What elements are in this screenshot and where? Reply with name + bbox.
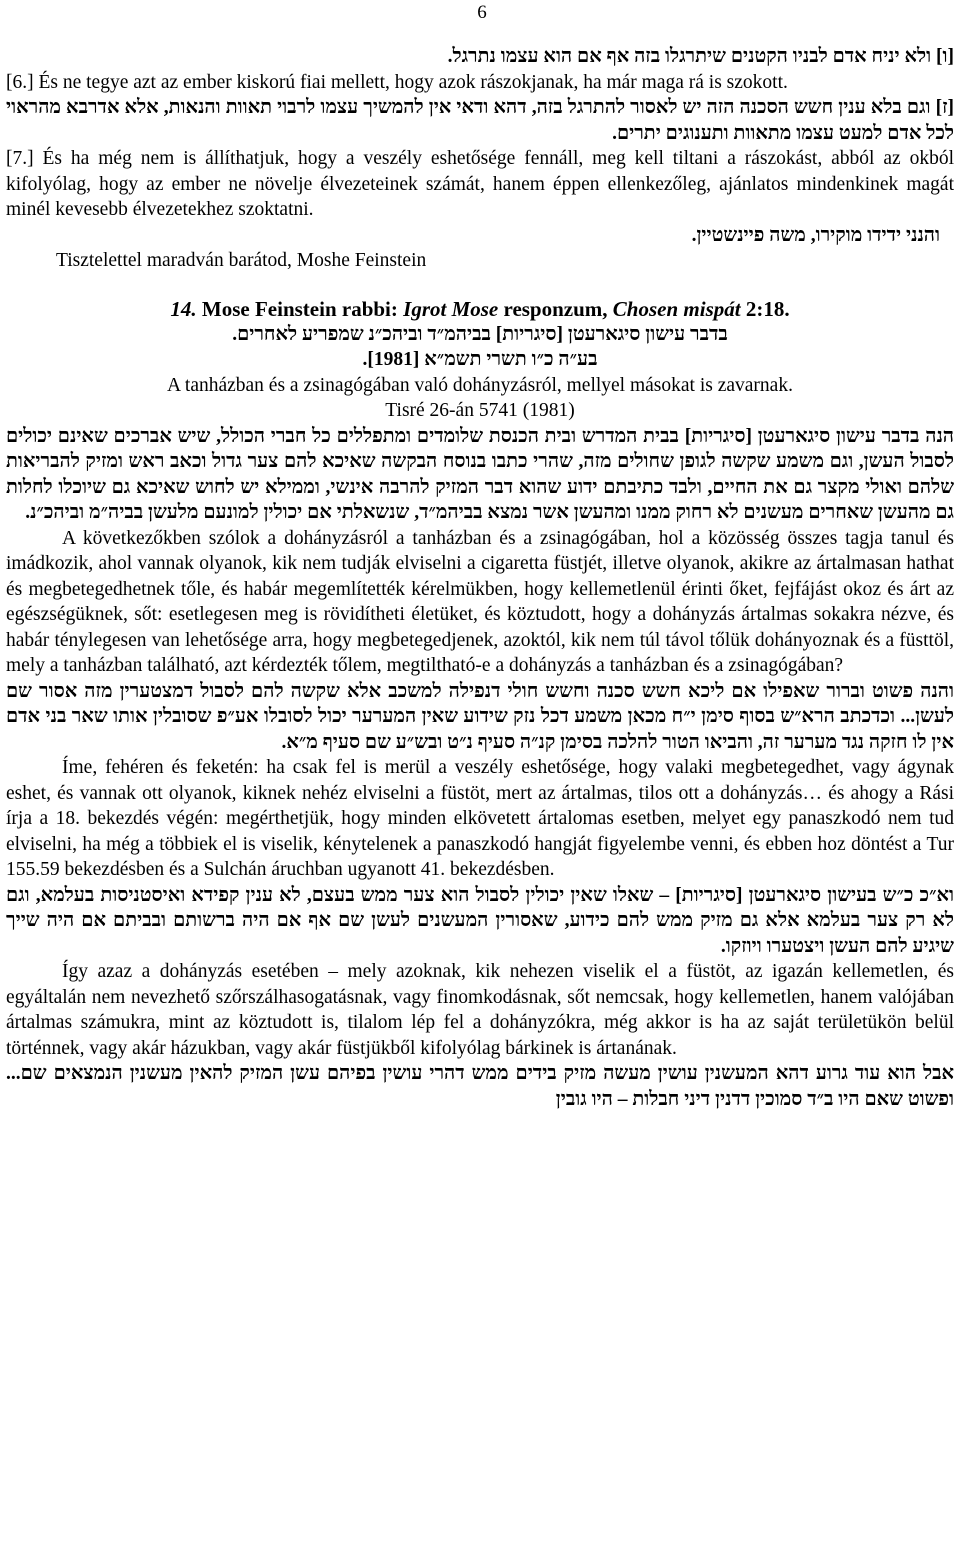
hungarian-paragraph-3: Így azaz a dohányzás esetében – mely azoknak, kik nehezen viselik el a füstöt, az igazán kellemetlen, és egyáltalán nem nevezhető szőrszálhasogatásnak, vagy finomkodásnak, sőt nemcsak, hogy kellemetlen, hanem valójában ártalmas számukra, mint az köztudott is, tilalom lép fel a dohányzókra, még akkor is ha az saját területükön belül történnek, vagy akár házukban, vagy akár füstjükből kifolyólag bárkinek is ártanának. <box>6 961 954 1059</box>
hungarian-paragraph-7: [7.] És ha még nem is állíthatjuk, hogy a veszély eshetősége fennáll, meg kell tiltani a rászokást, abból az okból kifolyólag, hogy az ember ne növelje élvezeteinek számát, hanem éppen ellenkezőleg, ajánlatos mindenkinek magát minél kevesebb élvezetekhez szoktatni. <box>6 148 954 220</box>
hebrew-paragraph-7: [ז] וגם בלא ענין חשש הסכנה הזה יש לאסור להתרגל בזה, דהא ודאי אין להמשיך עצמו לרבוי תאוות והנאות, אלא אדרבא מהראוי לכל אדם למעט עצמו מתאוות ותענוגים יתרים. <box>6 97 954 144</box>
hebrew-paragraph-3: וא״כ כ״ש בעישון סיגארעטן [סיגריות] – שאלו שאין יכולין לסבול הוא צער ממש בעצם, לא ענין קפידא ואיסטניסות בעלמא, וגם לא רק צער בעלמא אלא גם מזיק ממש להם כידוע, שאסורין המעשנים לעשן שם אף אם היה ברשותם ובביתם אם היה שייך שיגיע להם העשן ויצטערו ויוזקו. <box>6 884 954 957</box>
heading-book-title: Igrot Mose <box>403 296 499 321</box>
page-number: 6 <box>477 2 487 23</box>
hungarian-paragraph-6: [6.] És ne tegye azt az ember kiskorú fiai mellett, hogy azok rászokjanak, ha már maga rá is szokott. <box>6 71 788 93</box>
hebrew-subtitle: בדבר עישון סיגארעטן [סיגריות] בביהמ״ד וביהכ״נ שמפריע לאחרים. <box>232 323 728 345</box>
hungarian-paragraph-2: Íme, fehéren és feketén: ha csak fel is merül a veszély eshetősége, hogy valaki megbetegedhet, vagy ágynak eshet, és vannak ott olyanok, kiknek nehéz elviselni a füstöt, mert az ártalmas, tilos ott a dohányzás… és ahogy a Rási írja a 18. bekezdés végén: megérthetjük, hogy minden elkövetett ártalomas esetben, melyet egy panaszkodó nem tud elviselni, ha még a többiek el is viselik, kénytelenek a panaszkodó hangját figyelembe venni, és ebben hoz döntést a Tur 155.59 bekezdésben és a Sulchán áruchban ugyanott 41. bekezdésben. <box>6 757 954 880</box>
heading-author: Mose Feinstein rabbi: <box>201 296 404 321</box>
heading-mid: responzum, <box>498 296 613 321</box>
hebrew-paragraph-1: הנה בדבר עישון סיגארעטן [סיגריות] בבית המדרש ובית הכנסת שלומדים ומתפללים כל חברי הכולל, שיש אברכים שאינם יכולים לסבול העשן, וגם משמע שקשה לגופן שחולים מזה, שהרי כתבו בנוסח הבקשה שאיכא להם צער גדול וכאב ראש ומזיק להבריאות שלהם ואולי מקצר גם את החיים, ולבד כתיבתם ידוע שהוא דבר המזיק להרבה אינשי, וממילא יש לחוש שאיכא גם שיוכלו לחלות גם מהעשן שאחרים מעשנים לא רחוק ממנו ומהעשן אשר נמצא בביהמ״ד, שנשאלתי אם יכולין למונעם מלעשן בביה״מ וביהכ״נ. <box>6 425 954 523</box>
heading-ref: 2:18. <box>740 296 790 321</box>
heading-section-title: Chosen mispát <box>612 296 741 321</box>
page-content <box>6 44 954 1112</box>
hebrew-date: בע״ה כ״ו תשרי תשמ״א [1981]. <box>362 349 598 370</box>
hungarian-paragraph-1: A következőkben szólok a dohányzásról a tanházban és a zsinagógában, hol a közösség összes tagja tanul és imádkozik, ahol vannak olyanok, kik nem tudják elviselni a cigaretta füstjét, illetve olyanok, akikre az ártalmasan hathat és megbetegedhetnek tőle, és habár megemlítették kérelmükben, hogy kellemetlenül érinti őket, fejfájást okoz és árt az egészségüknek, sőt: esetlegesen meg is rövidítheti életüket, és köztudott, hogy a dohányzás ártalmas sokakra nézve, és habár ténylegesen van lehetősége arra, hogy megbetegedjenek, azoktól, kik nem túl távol tőlük dohányoznak és a füsttöl, mely a tanházban található, azt kérdezték tőlem, megtiltható-e a dohányzás a tanházban és a zsinagógában? <box>6 527 954 676</box>
hebrew-signature: והנני ידידו מוקירו, משה פיינשטיין. <box>691 224 940 246</box>
section-spacer <box>6 274 954 296</box>
hungarian-date: Tisré 26-án 5741 (1981) <box>385 400 575 421</box>
hungarian-subtitle: A tanházban és a zsinagógában való dohányzásról, mellyel másokat is zavarnak. <box>167 374 793 396</box>
hebrew-paragraph-4: אבל הוא עוד גרוע דהא המעשנין עושין מעשה מזיק בידים ממש דהרי עושין בפיהם עשן המזיק להאין מעשנין הנמצאים שם... ופשוט שאם היו ב״ד סמוכין דדנין דיני חבלות – היו גובין <box>6 1063 954 1110</box>
hebrew-paragraph-6: [ו] ולא יניח אדם לבניו הקטנים שיתרגלו בזה אף אם הוא עצמו נתרגל. <box>447 46 954 67</box>
heading-number: 14. <box>170 296 197 321</box>
hungarian-signature: Tisztelettel maradván barátod, Moshe Feinstein <box>56 250 427 271</box>
section-heading <box>6 296 954 322</box>
hebrew-paragraph-2: והנה פשוט וברור שאפילו אם ליכא חשש סכנה וחשש חולי דנפילה למשכב אלא שקשה להם לסבול דמצטערין מזה אסור שם לעשן... וכדכתב הרא״ש בסוף סימן י״ח מכאן משמע דכל נזק שידוע שאין המערער יכול לסובלו אע״פ שסובלין אותו שאר בני אדם אין לו חזקה נגד מערער זה, והביאו הטור להלכה בסימן קנ״ה סעיף נ״ט ובש״ע שם סעיף מ״א. <box>6 680 954 753</box>
